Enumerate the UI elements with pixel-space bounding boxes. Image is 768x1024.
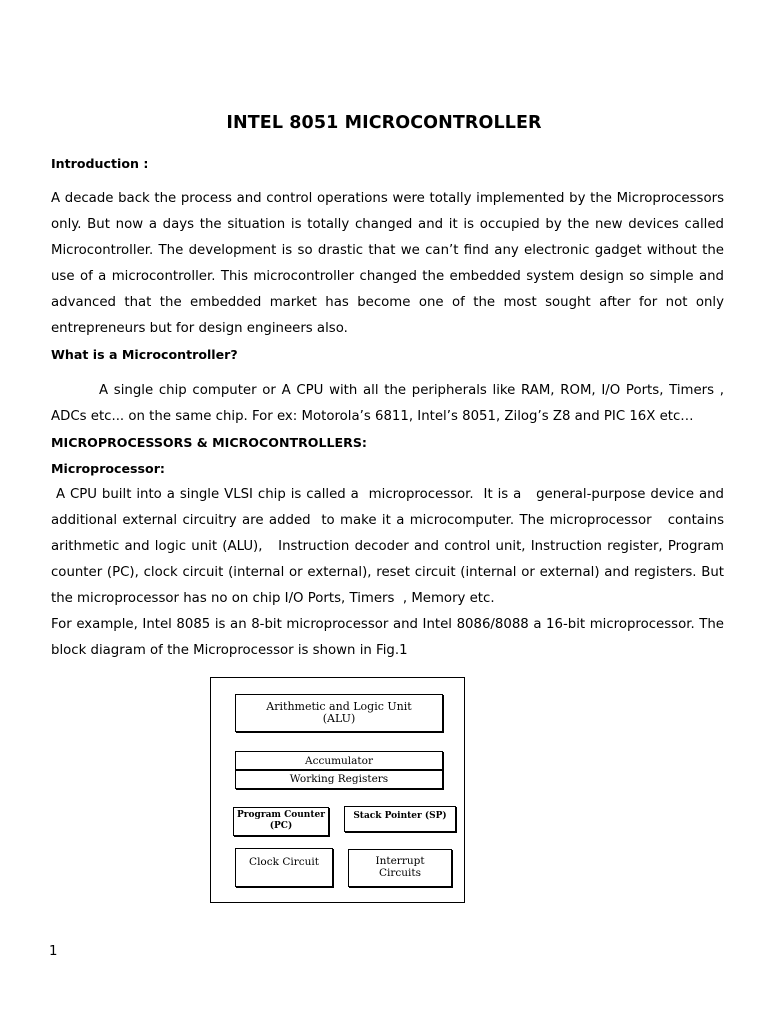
microprocessor-paragraph-2: For example, Intel 8085 is an 8-bit microprocessor and Intel 8086/8088 a 16-bit microprocessor. The block diagram of the Microprocessor is shown in Fig.1	[51, 617, 724, 658]
what-is-heading: What is a Microcontroller?	[51, 347, 238, 362]
clock-circuit-block: Clock Circuit	[235, 848, 333, 887]
microprocessor-paragraph-1: A CPU built into a single VLSI chip is called a microprocessor. It is a general-purpose device and additional external circuitry are added to make it a microcomputer. The microprocessor contains arithmetic and logic unit (ALU), Instruction decoder and control unit, Instruction register, Program counter (PC), clock circuit (internal or external), reset circuit (internal or external) and registers. But the microprocessor has no on chip I/O Ports, Timers , Memory etc.	[51, 487, 729, 606]
what-is-paragraph: A single chip computer or A CPU with all the peripherals like RAM, ROM, I/O Ports, Timers , ADCs etc... on the same chip. For ex: Motorola’s 6811, Intel’s 8051, Zilog’s Z8 and PIC 16X etc…	[51, 383, 724, 424]
accumulator-block: Accumulator	[235, 751, 443, 770]
interrupt-circuits-block: Interrupt Circuits	[348, 849, 452, 887]
introduction-paragraph: A decade back the process and control operations were totally implemented by the Microprocessors only. But now a days the situation is totally changed and it is occupied by the new devices called Microcontroller. The development is so drastic that we can’t find any electronic gadget without the use of a microcontroller. This microcontroller changed the embedded system design so simple and advanced that the embedded market has become one of the most sought after for not only entrepreneurs but for design engineers also.	[51, 191, 724, 336]
microprocessor-section	[51, 430, 729, 664]
micro-heading: MICROPROCESSORS & MICROCONTROLLERS:	[51, 435, 367, 450]
what-is-section	[51, 342, 724, 430]
working-registers-block: Working Registers	[235, 769, 443, 789]
introduction-heading: Introduction :	[51, 156, 149, 171]
program-counter-block: Program Counter (PC)	[233, 807, 329, 836]
page-title: INTEL 8051 MICROCONTROLLER	[226, 113, 542, 133]
page-number: 1	[49, 944, 58, 959]
microprocessor-subheading: Microprocessor:	[51, 461, 165, 476]
introduction-section	[51, 151, 724, 342]
stack-pointer-block: Stack Pointer (SP)	[344, 806, 456, 832]
alu-block: Arithmetic and Logic Unit (ALU)	[235, 694, 443, 732]
